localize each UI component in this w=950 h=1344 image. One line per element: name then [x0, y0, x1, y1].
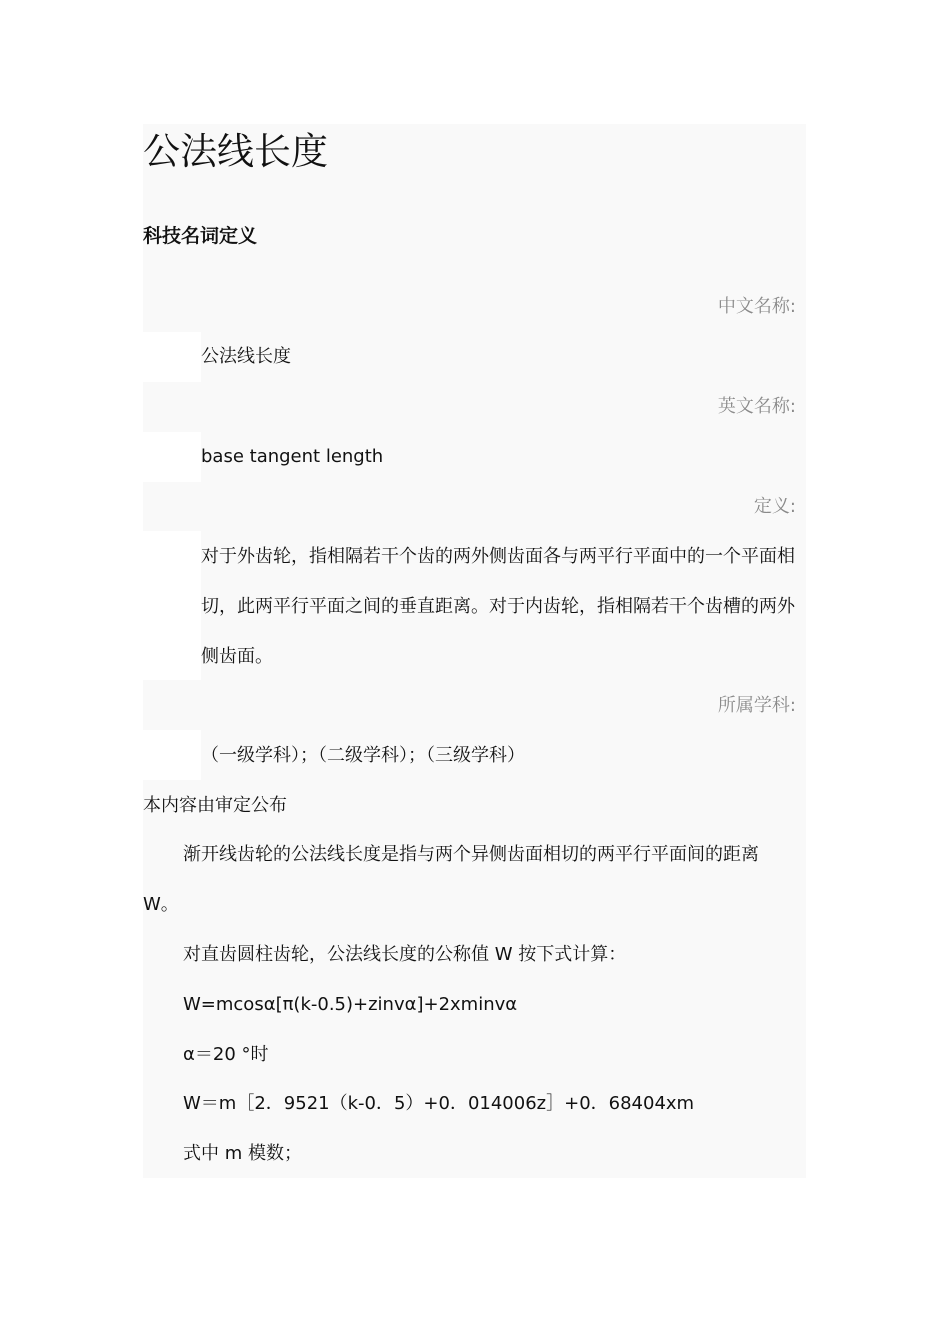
indent-gap — [143, 730, 201, 780]
paragraph-definition: 渐开线齿轮的公法线长度是指与两个异侧齿面相切的两平行平面间的距离 W。 — [143, 844, 759, 915]
indent-gap — [143, 531, 201, 680]
definition-value: 对于外齿轮，指相隔若干个齿的两外侧齿面各与两平行平面中的一个平面相切，此两平行平面之间的垂直距离。对于内齿轮，指相隔若干个齿槽的两外侧齿面。 — [201, 546, 795, 667]
section-heading: 科技名词定义 — [143, 225, 258, 247]
page-title: 公法线长度 — [143, 130, 328, 173]
variable-definition: 式中 m 模数； — [183, 1143, 302, 1164]
chinese-name-value: 公法线长度 — [201, 346, 291, 367]
english-name-value: base tangent length — [201, 446, 384, 467]
subject-value: （一级学科）；（二级学科）；（三级学科） — [201, 745, 525, 766]
paragraph-calculation: 对直齿圆柱齿轮，公法线长度的公称值 W 按下式计算： — [183, 944, 627, 965]
subject-label: 所属学科: — [717, 695, 796, 716]
formula-condition: α＝20 °时 — [183, 1044, 269, 1065]
formula-general: W=mcosα[π(k-0.5)+zinvα]+2xminvα — [183, 994, 518, 1015]
indent-gap — [143, 332, 201, 382]
indent-gap — [143, 432, 201, 482]
definition-label: 定义: — [753, 496, 796, 517]
publisher-note: 本内容由审定公布 — [143, 795, 287, 816]
english-name-label: 英文名称: — [717, 396, 796, 417]
chinese-name-label: 中文名称: — [717, 296, 796, 317]
formula-simplified: W＝m［2．9521（k-0．5）+0．014006z］+0．68404xm — [183, 1093, 695, 1114]
